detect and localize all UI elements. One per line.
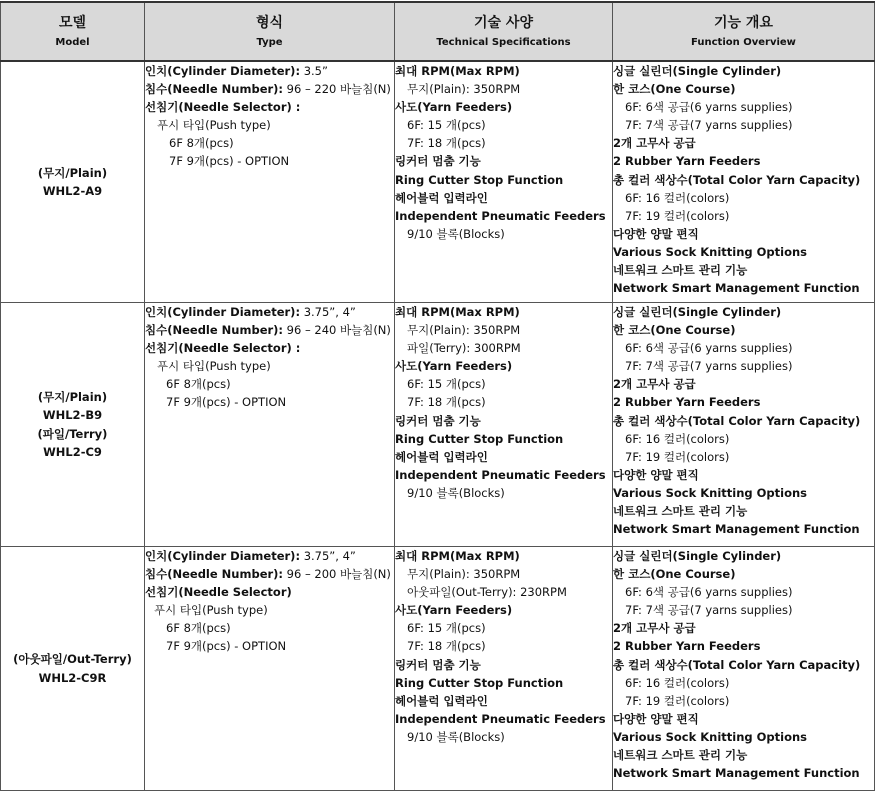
type-line [145, 583, 394, 601]
header-tech-ko: 기술 사양 [474, 14, 533, 31]
type-line [145, 565, 394, 583]
header-func [613, 2, 875, 61]
func-cell [613, 303, 875, 547]
type-line [145, 98, 394, 116]
type-line [145, 62, 394, 80]
header-tech-en: Technical Specifications [436, 36, 571, 48]
type-line: 6F 8개(pcs) [166, 621, 231, 636]
header-row [1, 2, 875, 61]
func-cell [613, 61, 875, 303]
tech-line: 7F: 18 개(pcs) [407, 395, 486, 410]
header-func-ko: 기능 개요 [714, 14, 773, 31]
tech-line: 6F: 15 개(pcs) [407, 118, 486, 133]
tech-line: 7F: 18 개(pcs) [407, 639, 486, 654]
tech-line: 파일(Terry): 300RPM [407, 341, 521, 356]
header-model [1, 2, 145, 61]
func-line: 7F: 7색 공급(7 yarns supplies) [625, 603, 793, 618]
tech-line: 7F: 18 개(pcs) [407, 136, 486, 151]
tech-line: Independent Pneumatic Feeders [395, 711, 606, 726]
header-type-ko: 형식 [255, 14, 284, 31]
func-line: Network Smart Management Function [613, 281, 860, 296]
model-line: WHL2-C9R [38, 670, 107, 685]
tech-line: 최대 RPM(Max RPM) [395, 549, 520, 563]
func-line: 다양한 양말 편직 [613, 467, 699, 482]
header-func-en: Function Overview [691, 36, 796, 48]
func-line: 네트워크 스마트 관리 기능 [613, 504, 748, 519]
header-model-en: Model [55, 36, 90, 48]
table-row [1, 303, 875, 547]
type-label: 인치(Cylinder Diameter): [145, 549, 301, 563]
tech-line: Ring Cutter Stop Function [395, 431, 564, 446]
header-tech [395, 2, 613, 61]
type-line [145, 303, 394, 321]
type-line: 푸시 타입(Push type) [157, 359, 271, 374]
func-line: 6F: 6색 공급(6 yarns supplies) [625, 585, 793, 600]
func-line: 7F: 19 컬러(colors) [625, 449, 730, 464]
func-line: 총 컬러 색상수(Total Color Yarn Capacity) [613, 657, 861, 672]
func-line: 다양한 양말 편직 [613, 711, 699, 726]
type-cell [145, 61, 395, 303]
model-cell [1, 61, 145, 303]
type-line: 6F 8개(pcs) [166, 377, 231, 392]
tech-line: 사도(Yarn Feeders) [395, 359, 513, 374]
func-line: 네트워크 스마트 관리 기능 [613, 263, 748, 278]
func-line: 2개 고무사 공급 [613, 621, 696, 636]
tech-line: 최대 RPM(Max RPM) [395, 64, 520, 78]
tech-line: 무지(Plain): 350RPM [407, 82, 521, 97]
tech-line: 6F: 15 개(pcs) [407, 621, 486, 636]
func-line: 한 코스(One Course) [613, 323, 736, 338]
func-line: 2 Rubber Yarn Feeders [613, 395, 761, 410]
func-line: 7F: 7색 공급(7 yarns supplies) [625, 118, 793, 133]
tech-cell [395, 547, 613, 791]
model-line: (파일/Terry) [37, 426, 108, 441]
tech-line: 링커터 멈춤 기능 [395, 413, 481, 428]
type-line: 6F 8개(pcs) [169, 136, 234, 151]
func-line: 싱글 실린더(Single Cylinder) [613, 305, 782, 319]
type-value: 3.75”, 4” [300, 305, 356, 319]
func-line: 총 컬러 색상수(Total Color Yarn Capacity) [613, 172, 861, 187]
type-label: 침수(Needle Number): [145, 323, 284, 338]
func-line: 네트워크 스마트 관리 기능 [613, 748, 748, 763]
tech-line: Independent Pneumatic Feeders [395, 467, 606, 482]
tech-line: 최대 RPM(Max RPM) [395, 305, 520, 319]
func-line: 한 코스(One Course) [613, 82, 736, 97]
header-type [145, 2, 395, 61]
type-value: 96 – 240 바늘침(N) [283, 323, 391, 338]
header-model-ko: 모델 [58, 14, 87, 31]
func-line: 6F: 16 컬러(colors) [625, 431, 730, 446]
type-label: 선침기(Needle Selector) [145, 585, 292, 600]
model-cell [1, 303, 145, 547]
type-line [145, 339, 394, 357]
func-line: Various Sock Knitting Options [613, 729, 808, 744]
func-line: 총 컬러 색상수(Total Color Yarn Capacity) [613, 413, 861, 428]
tech-cell [395, 303, 613, 547]
type-label: 인치(Cylinder Diameter): [145, 64, 301, 78]
func-line: 한 코스(One Course) [613, 567, 736, 582]
type-line: 7F 9개(pcs) - OPTION [166, 639, 287, 654]
type-cell [145, 303, 395, 547]
tech-line: 아웃파일(Out-Terry): 230RPM [407, 585, 567, 600]
type-label: 선침기(Needle Selector) : [145, 100, 301, 115]
tech-line: 9/10 블록(Blocks) [407, 226, 505, 241]
type-value: 96 – 200 바늘침(N) [283, 567, 391, 582]
func-line: Network Smart Management Function [613, 522, 860, 537]
func-line: 다양한 양말 편직 [613, 226, 699, 241]
tech-line: 사도(Yarn Feeders) [395, 100, 513, 115]
func-cell [613, 547, 875, 791]
tech-line: 링커터 멈춤 기능 [395, 657, 481, 672]
model-cell [1, 547, 145, 791]
func-line: 7F: 19 컬러(colors) [625, 208, 730, 223]
type-value: 3.5” [300, 64, 328, 78]
header-type-en: Type [256, 36, 283, 48]
tech-cell [395, 61, 613, 303]
func-line: 6F: 6색 공급(6 yarns supplies) [625, 100, 793, 115]
tech-line: 무지(Plain): 350RPM [407, 323, 521, 338]
type-line [145, 80, 394, 98]
tech-line: 9/10 블록(Blocks) [407, 729, 505, 744]
type-line: 7F 9개(pcs) - OPTION [166, 395, 287, 410]
type-label: 침수(Needle Number): [145, 82, 284, 97]
model-line: (무지/Plain) [37, 165, 108, 180]
func-line: 2개 고무사 공급 [613, 377, 696, 392]
model-line: WHL2-A9 [42, 184, 103, 198]
tech-line: Ring Cutter Stop Function [395, 675, 564, 690]
func-line: 2개 고무사 공급 [613, 136, 696, 151]
type-label: 인치(Cylinder Diameter): [145, 305, 301, 319]
type-label: 침수(Needle Number): [145, 567, 284, 582]
func-line: Various Sock Knitting Options [613, 485, 808, 500]
type-line [145, 547, 394, 565]
tech-line: 6F: 15 개(pcs) [407, 377, 486, 392]
func-line: Various Sock Knitting Options [613, 244, 808, 259]
func-line: 2 Rubber Yarn Feeders [613, 639, 761, 654]
tech-line: 무지(Plain): 350RPM [407, 567, 521, 582]
tech-line: 헤어블럭 입력라인 [395, 693, 488, 708]
table-row [1, 61, 875, 303]
tech-line: Independent Pneumatic Feeders [395, 208, 606, 223]
func-line: 싱글 실린더(Single Cylinder) [613, 549, 782, 563]
table-row [1, 547, 875, 791]
model-line: (무지/Plain) [37, 389, 108, 404]
func-line: 2 Rubber Yarn Feeders [613, 154, 761, 169]
type-line: 7F 9개(pcs) - OPTION [169, 154, 290, 169]
spec-table [0, 1, 875, 791]
tech-line: 9/10 블록(Blocks) [407, 485, 505, 500]
tech-line: 헤어블럭 입력라인 [395, 449, 488, 464]
tech-line: 링커터 멈춤 기능 [395, 154, 481, 169]
func-line: 7F: 7색 공급(7 yarns supplies) [625, 359, 793, 374]
type-value: 96 – 220 바늘침(N) [283, 82, 391, 97]
model-line: WHL2-C9 [43, 445, 102, 459]
func-line: Network Smart Management Function [613, 766, 860, 781]
func-line: 6F: 6색 공급(6 yarns supplies) [625, 341, 793, 356]
func-line: 6F: 16 컬러(colors) [625, 190, 730, 205]
type-cell [145, 547, 395, 791]
type-line: 푸시 타입(Push type) [154, 603, 268, 618]
func-line: 싱글 실린더(Single Cylinder) [613, 64, 782, 78]
tech-line: 사도(Yarn Feeders) [395, 603, 513, 618]
func-line: 7F: 19 컬러(colors) [625, 693, 730, 708]
type-line: 푸시 타입(Push type) [157, 118, 271, 133]
type-line [145, 321, 394, 339]
tech-line: Ring Cutter Stop Function [395, 172, 564, 187]
func-line: 6F: 16 컬러(colors) [625, 675, 730, 690]
type-value: 3.75”, 4” [300, 549, 356, 563]
model-line: WHL2-B9 [42, 408, 103, 422]
model-line: (아웃파일/Out-Terry) [13, 652, 132, 666]
type-label: 선침기(Needle Selector) : [145, 341, 301, 356]
tech-line: 헤어블럭 입력라인 [395, 190, 488, 205]
